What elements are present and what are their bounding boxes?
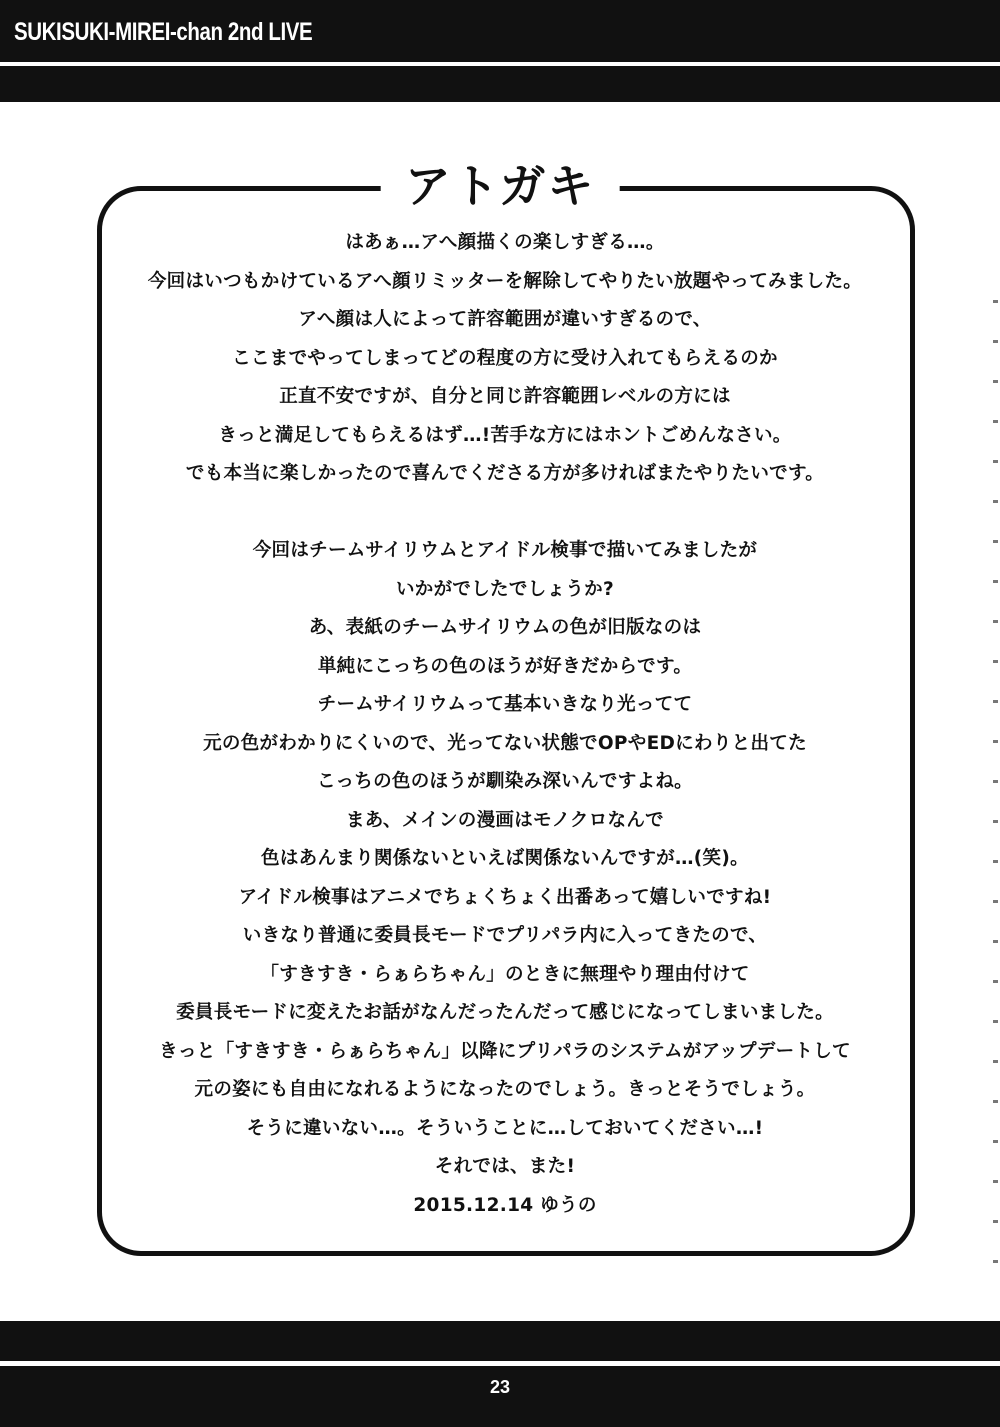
afterword-line: きっと満足してもらえるはず…!苦手な方にはホントごめんなさい。 [218,424,792,446]
afterword-line: はあぁ…アへ顔描くの楽しすぎる…。 [345,232,665,253]
afterword-line: 色はあんまり関係ないといえば関係ないんですが…(笑)。 [261,848,749,869]
footer-bar [0,1321,1000,1361]
afterword-line: 正直不安ですが、自分と同じ許容範囲レベルの方には [279,386,731,407]
afterword-signature: 2015.12.14 ゆうの [413,1194,597,1216]
afterword-line: 今回はいつもかけているアへ顔リミッターを解除してやりたい放題やってみました。 [147,270,863,292]
afterword-line: そうに違いない…。そういうことに…しておいてください…! [246,1117,764,1139]
afterword-line: 「すきすき・らぁらちゃん」のときに無理やり理由付けて [260,963,750,985]
afterword-line: いかがでしたでしょうか? [395,578,614,600]
header-bar [0,0,1000,62]
afterword-body [110,224,900,1225]
afterword-line: アへ顔は人によって許容範囲が違いすぎるので、 [298,309,712,330]
page-number: 23 [489,1377,511,1397]
paragraph-gap [110,494,900,533]
afterword-line: こっちの色のほうが馴染み深いんですよね。 [317,771,693,792]
afterword-line: いきなり普通に委員長モードでプリパラ内に入ってきたので、 [242,925,768,946]
afterword-title: アトガキ [381,158,620,214]
afterword-line: 元の姿にも自由になれるようになったのでしょう。きっとそうでしょう。 [194,1079,816,1100]
afterword-line: まあ、メインの漫画はモノクロなんで [345,809,664,831]
afterword-line: ここまでやってしまってどの程度の方に受け入れてもらえるのか [232,347,778,369]
header-rule [0,66,1000,102]
afterword-line: あ、表紙のチームサイリウムの色が旧版なのは [308,617,702,638]
afterword-line: でも本当に楽しかったので喜んでくださる方が多ければまたやりたいです。 [185,463,825,484]
afterword-line: 単純にこっちの色のほうが好きだからです。 [317,655,693,677]
afterword-line: きっと「すきすき・らぁらちゃん」以降にプリパラのシステムがアップデートして [159,1040,851,1062]
afterword-line: チームサイリウムって基本いきなり光ってて [317,694,693,715]
afterword-line: それでは、また! [434,1156,576,1177]
afterword-line: 今回はチームサイリウムとアイドル検事で描いてみましたが [252,540,758,561]
header-band [0,0,1000,102]
header-title: SUKISUKI-MIREI-chan 2nd LIVE [14,18,313,46]
afterword-line: 元の色がわかりにくいので、光ってない状態でOPやEDにわりと出てた [203,732,807,754]
afterword-line: 委員長モードに変えたお話がなんだったんだって感じになってしまいました。 [176,1002,834,1023]
afterword-line: アイドル検事はアニメでちょくちょく出番あって嬉しいですね! [238,886,772,908]
edge-marks [992,300,998,1300]
